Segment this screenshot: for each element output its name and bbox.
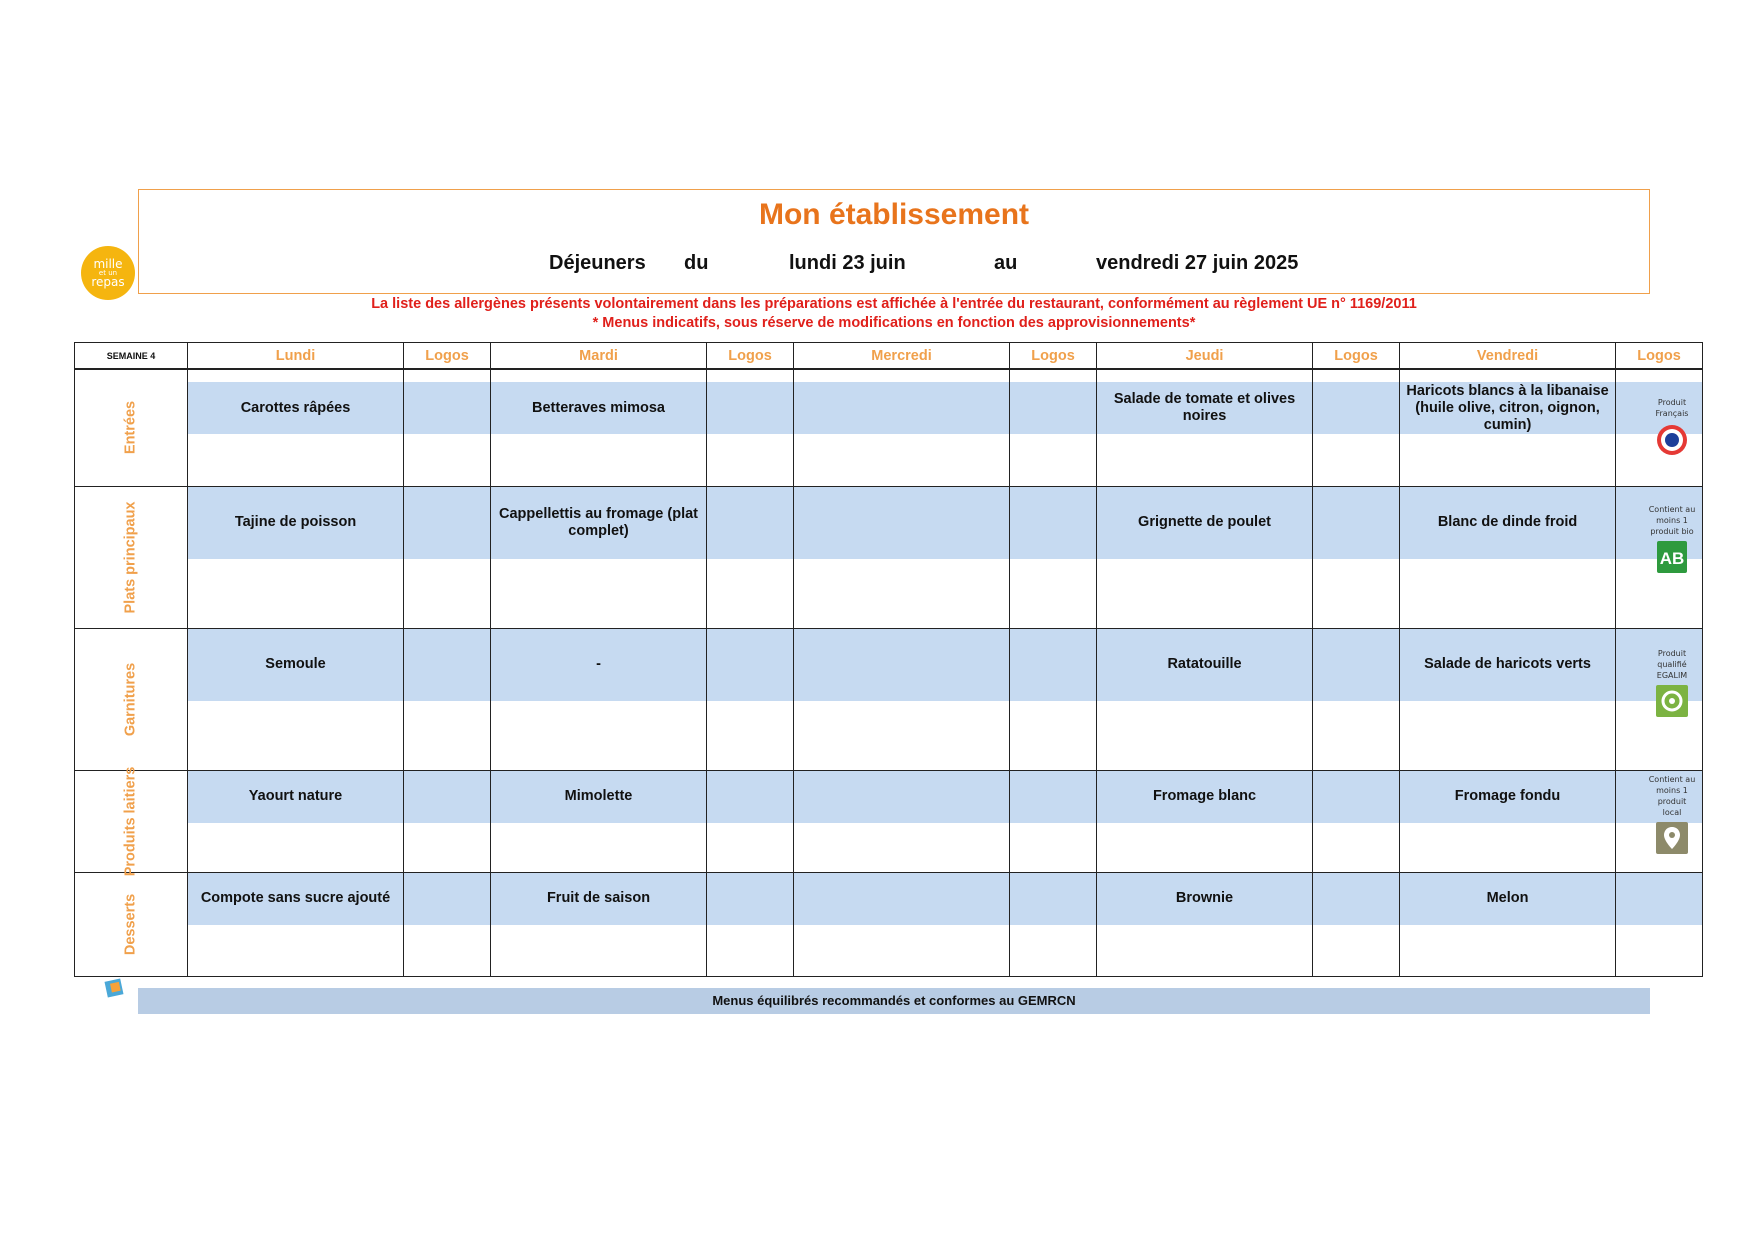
legend-text: Produit Français [1655,398,1689,418]
menu-cell [491,872,707,976]
logos-header: Logos [1616,343,1703,370]
logos-cell [404,628,491,770]
logos-cell [707,628,794,770]
menu-item: Brownie [1097,873,1312,925]
menu-cell [1097,369,1313,486]
category-row [75,369,1703,486]
menu-cell [188,628,404,770]
menu-item [794,771,1009,823]
day-header-mardi: Mardi [491,343,707,370]
cocarde-icon [1655,423,1689,457]
date-start: lundi 23 juin [789,252,906,274]
menu-item: Semoule [188,629,403,701]
menu-item: Carottes râpées [188,382,403,434]
category-label [75,766,188,876]
menu-item: Cappellettis au fromage (plat complet) [491,487,706,559]
logos-cell [1010,628,1097,770]
logos-cell [1010,770,1097,872]
logos-cell [1616,872,1703,976]
logos-header: Logos [1010,343,1097,370]
legend-text: Produit qualifié EGALIM [1656,649,1688,680]
menu-cell [1097,872,1313,976]
page-title: Mon établissement [758,198,1030,231]
menu-item [794,487,1009,559]
decorative-square-icon [105,979,124,998]
header-box [138,189,1650,294]
menu-item: Grignette de poulet [1097,487,1312,559]
menu-item [794,629,1009,701]
category-label-text: Produits laitiers [122,766,139,876]
menu-cell [1400,486,1616,628]
menu-cell [188,872,404,976]
menu-item [794,873,1009,925]
logos-cell [1313,486,1400,628]
date-end: vendredi 27 juin 2025 [1096,252,1299,274]
category-label-text: Garnitures [122,662,139,736]
category-row [75,770,1703,872]
menu-cell [1400,872,1616,976]
category-label [75,628,188,770]
footer-bar: Menus équilibrés recommandés et conformes au GEMRCN [138,988,1650,1014]
logos-cell [404,872,491,976]
menu-cell [188,369,404,486]
svg-text:AB: AB [1659,549,1685,568]
day-header-mercredi: Mercredi [794,343,1010,370]
category-row [75,872,1703,976]
indicative-notice: * Menus indicatifs, sous réserve de modifications en fonction des approvisionnements* [592,315,1196,331]
menu-cell [1400,770,1616,872]
menu-item: Salade de tomate et olives noires [1097,382,1312,434]
logos-cell [1010,369,1097,486]
menu-cell [1097,486,1313,628]
menu-cell [1097,770,1313,872]
logo-text-top: mille [93,257,123,271]
logos-cell [404,369,491,486]
menu-item: Betteraves mimosa [491,382,706,434]
legend-text: Contient au moins 1 produit local [1648,775,1696,817]
logos-cell [707,872,794,976]
du-label: du [684,252,709,274]
egalim-icon [1656,685,1688,717]
day-header-lundi: Lundi [188,343,404,370]
menu-item: Mimolette [491,771,706,823]
allergens-notice: La liste des allergènes présents volontairement dans les préparations est affichée à l'entrée du restaurant, conformément au règlement UE n° 1169/2011 [371,296,1417,312]
logos-header: Logos [1313,343,1400,370]
legend-produit-bio [1648,504,1696,573]
legend-text: Contient au moins 1 produit bio [1648,505,1696,536]
logo-text-mid: et un [98,269,118,277]
logos-header: Logos [404,343,491,370]
logos-cell [1010,872,1097,976]
category-row [75,486,1703,628]
category-label-text: Plats principaux [122,500,139,614]
mille-et-un-repas-logo [81,246,135,300]
menu-cell [1400,628,1616,770]
menu-cell [794,872,1010,976]
logos-cell [1313,770,1400,872]
logos-cell [707,369,794,486]
au-label: au [994,252,1018,274]
menu-item: Haricots blancs à la libanaise (huile olive, citron, oignon, cumin) [1400,382,1615,434]
legend-produit-francais [1648,397,1696,457]
menu-item: Melon [1400,873,1615,925]
menu-cell [491,628,707,770]
menu-cell [188,486,404,628]
category-label-text: Entrées [122,401,139,455]
legend-produit-egalim [1648,648,1696,717]
category-label-text: Desserts [122,893,139,955]
logos-cell [1313,628,1400,770]
day-header-vendredi: Vendredi [1400,343,1616,370]
category-label [75,872,188,976]
menu-item [794,382,1009,434]
menu-cell [794,369,1010,486]
logo-text-bottom: repas [91,275,125,289]
menu-cell [794,628,1010,770]
day-header-jeudi: Jeudi [1097,343,1313,370]
local-pin-icon [1656,822,1688,854]
menu-cell [794,486,1010,628]
menu-cell [188,770,404,872]
menu-item: Blanc de dinde froid [1400,487,1615,559]
menu-item: Fromage fondu [1400,771,1615,823]
week-label: SEMAINE 4 [75,343,188,370]
menu-cell [794,770,1010,872]
menu-item: - [491,629,706,701]
menu-cell [491,770,707,872]
menu-item: Yaourt nature [188,771,403,823]
logos-cell [1313,872,1400,976]
legend-produit-local [1648,774,1696,854]
table-header-row [75,343,1703,370]
logos-cell [707,486,794,628]
category-label [75,369,188,486]
menu-item: Fruit de saison [491,873,706,925]
menu-item: Compote sans sucre ajouté [188,873,403,925]
menu-item: Tajine de poisson [188,487,403,559]
menu-cell [491,486,707,628]
menu-item: Salade de haricots verts [1400,629,1615,701]
logos-cell [1313,369,1400,486]
dejeuners-label: Déjeuners [549,252,646,274]
menu-item: Fromage blanc [1097,771,1312,823]
logos-cell [707,770,794,872]
logos-cell [1010,486,1097,628]
menu-cell [1097,628,1313,770]
menu-item: Ratatouille [1097,629,1312,701]
ab-bio-icon [1657,541,1687,573]
menu-cell [491,369,707,486]
logos-header: Logos [707,343,794,370]
logos-cell [404,770,491,872]
logos-cell [404,486,491,628]
menu-table [74,342,1703,977]
menu-cell [1400,369,1616,486]
category-label [75,486,188,628]
category-row [75,628,1703,770]
